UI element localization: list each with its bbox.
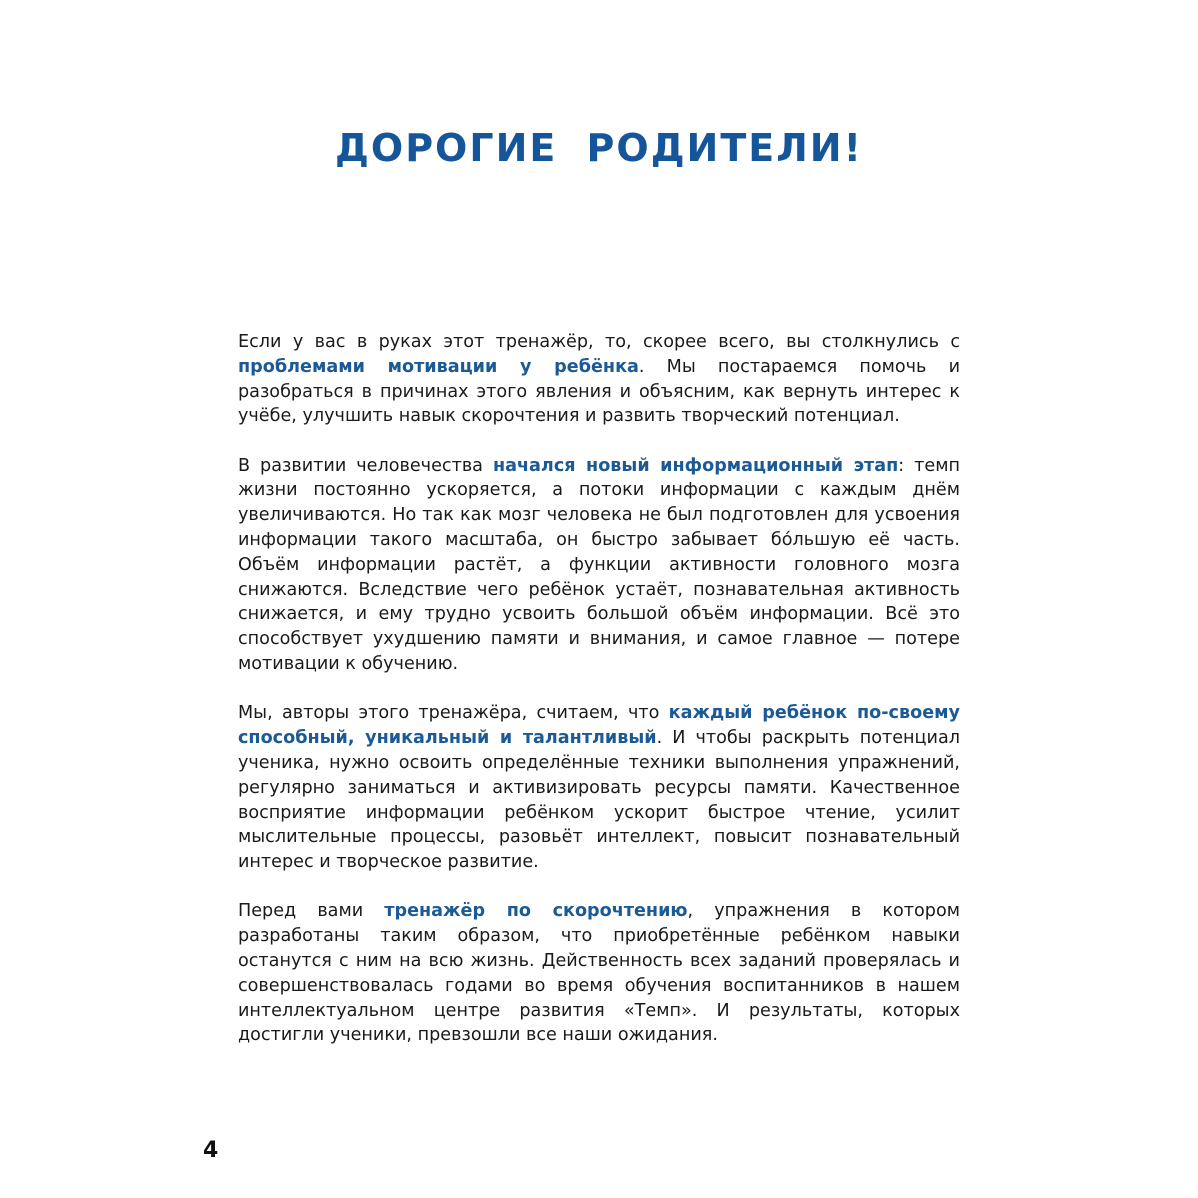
paragraph-text: , упражнения в котором разработаны таким образом, что приобретённые ребёнком навыки останутся с ним на всю жизнь. Действенность всех заданий проверялась и совершенствовалась годами во время обучения воспитанников в нашем интеллектуальном центре развития «Темп». И результаты, которых достигли ученики, превзошли все наши ожидания. (238, 901, 960, 1046)
paragraph-text: В развитии человечества (238, 455, 493, 476)
highlighted-phrase: проблемами мотивации у ребёнка (238, 356, 639, 377)
paragraph-text: Перед вами (238, 901, 385, 922)
paragraph-text: Мы, авторы этого тренажёра, считаем, что (238, 703, 669, 724)
page-number: 4 (203, 1138, 219, 1163)
paragraph-3 (238, 701, 960, 875)
highlighted-phrase: каждый ребёнок по-своему способный, уникальный и талантливый (238, 703, 960, 749)
paragraph-text: Если у вас в руках этот тренажёр, то, скорее всего, вы столкнулись с (238, 332, 960, 352)
paragraph-2 (238, 454, 960, 677)
paragraph-text: : темп жизни постоянно ускоряется, а потоки информации с каждым днём увеличиваются. Но так как мозг человека не был подготовлен для усвоения информации такого масштаба, он быстро забывает бóльшую её часть. Объём информации растёт, а функции активности головного мозга снижаются. Вследствие чего ребёнок устаёт, познавательная активность снижается, и ему трудно усвоить большой объём информации. Всё это способствует ухудшению памяти и внимания, и самое главное — потере мотивации к обучению. (238, 455, 960, 675)
body-text (238, 330, 960, 1073)
highlighted-phrase: тренажёр по скорочтению (384, 901, 688, 922)
paragraph-4 (238, 899, 960, 1048)
paragraph-text: . Мы постараемся помочь и разобраться в причинах этого явления и объясним, как вернуть интерес к учёбе, улучшить навык скорочтения и развить творческий потенциал. (238, 356, 961, 427)
paragraph-1 (238, 330, 960, 429)
highlighted-phrase: начался новый информационный этап (492, 455, 899, 476)
page-title: ДОРОГИЕ РОДИТЕЛИ! (335, 126, 863, 170)
paragraph-text: . И чтобы раскрыть потенциал ученика, нужно освоить определённые техники выполнения упражнений, регулярно заниматься и активизировать ресурсы памяти. Качественное восприятие информации ребёнком ускорит быстрое чтение, усилит мыслительные процессы, разовьёт интеллект, повысит познавательный интерес и творческое развитие. (238, 728, 960, 873)
